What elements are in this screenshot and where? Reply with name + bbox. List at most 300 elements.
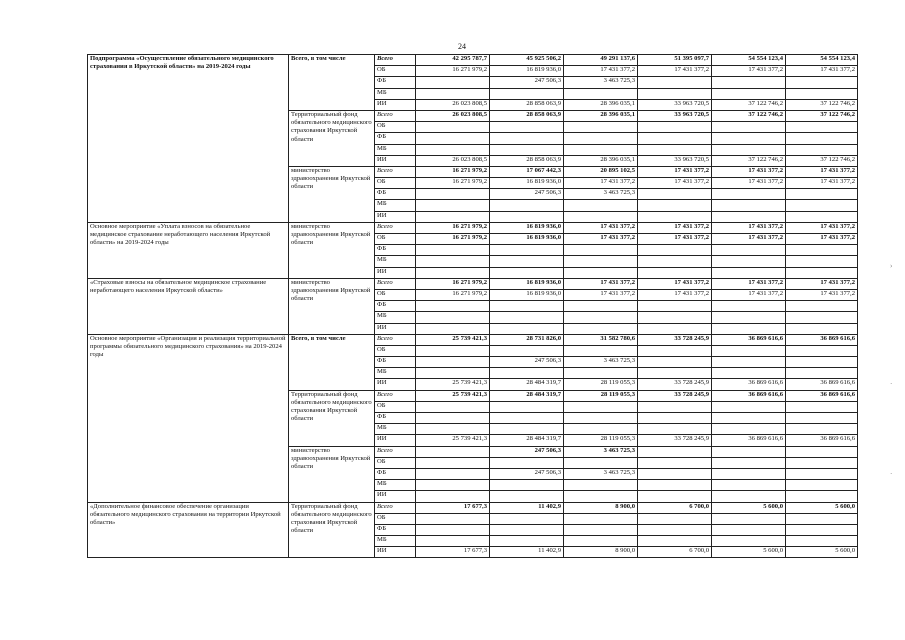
amount-cell: 11 402,9: [490, 547, 564, 558]
amount-cell: [564, 245, 638, 256]
amount-cell: [490, 301, 564, 312]
funding-source-cell: Всего: [375, 446, 416, 457]
amount-cell: [416, 77, 490, 88]
margin-mark: ›: [890, 262, 893, 270]
amount-cell: 3 463 725,3: [564, 468, 638, 479]
table-row: [88, 334, 858, 345]
funding-source-cell: ОБ: [375, 289, 416, 300]
funding-source-cell: Всего: [375, 55, 416, 66]
amount-cell: [416, 446, 490, 457]
amount-cell: [712, 413, 786, 424]
amount-cell: [564, 301, 638, 312]
amount-cell: [638, 345, 712, 356]
amount-cell: [786, 200, 858, 211]
amount-cell: 16 819 936,0: [490, 289, 564, 300]
amount-cell: 20 895 102,5: [564, 166, 638, 177]
amount-cell: 25 739 421,3: [416, 435, 490, 446]
funding-source-cell: ФБ: [375, 77, 416, 88]
table-row: [88, 278, 858, 289]
amount-cell: [490, 122, 564, 133]
amount-cell: [416, 133, 490, 144]
funding-source-cell: МБ: [375, 312, 416, 323]
funding-source-cell: ОБ: [375, 513, 416, 524]
amount-cell: 6 700,0: [638, 502, 712, 513]
executor-cell: Всего, в том числе: [289, 334, 375, 390]
amount-cell: [416, 189, 490, 200]
amount-cell: [638, 368, 712, 379]
amount-cell: [638, 301, 712, 312]
amount-cell: [638, 88, 712, 99]
amount-cell: 17 431 377,2: [712, 289, 786, 300]
funding-source-cell: ФБ: [375, 468, 416, 479]
executor-cell: Территориальный фонд обязательного медицинского страхования Иркутской области: [289, 390, 375, 446]
amount-cell: 6 700,0: [638, 547, 712, 558]
amount-cell: [564, 144, 638, 155]
amount-cell: [638, 524, 712, 535]
funding-source-cell: Всего: [375, 334, 416, 345]
amount-cell: [564, 536, 638, 547]
amount-cell: 36 869 616,6: [712, 390, 786, 401]
amount-cell: 28 396 035,1: [564, 110, 638, 121]
amount-cell: [786, 133, 858, 144]
amount-cell: 37 122 746,2: [712, 155, 786, 166]
amount-cell: [712, 457, 786, 468]
amount-cell: [638, 446, 712, 457]
amount-cell: [416, 211, 490, 222]
amount-cell: [416, 144, 490, 155]
amount-cell: 247 506,3: [490, 189, 564, 200]
amount-cell: 17 431 377,2: [712, 234, 786, 245]
amount-cell: [712, 267, 786, 278]
amount-cell: [638, 211, 712, 222]
amount-cell: 17 431 377,2: [564, 178, 638, 189]
funding-source-cell: ОБ: [375, 345, 416, 356]
amount-cell: [564, 480, 638, 491]
amount-cell: [490, 133, 564, 144]
amount-cell: 17 431 377,2: [786, 289, 858, 300]
amount-cell: 17 431 377,2: [712, 66, 786, 77]
amount-cell: 25 739 421,3: [416, 334, 490, 345]
program-name-cell: «Дополнительное финансовое обеспечение организации обязательного медицинского страхования на территории Иркутской области»: [88, 502, 289, 558]
amount-cell: 17 677,3: [416, 547, 490, 558]
amount-cell: [564, 457, 638, 468]
amount-cell: [786, 513, 858, 524]
amount-cell: [638, 312, 712, 323]
amount-cell: 33 728 245,9: [638, 379, 712, 390]
amount-cell: 33 963 720,5: [638, 99, 712, 110]
amount-cell: [638, 457, 712, 468]
amount-cell: [490, 267, 564, 278]
amount-cell: 16 819 936,0: [490, 222, 564, 233]
program-name-cell: Подпрограмма «Осуществление обязательного медицинского страхования в Иркутской области» на 2019-2024 годы: [88, 55, 289, 223]
amount-cell: [638, 480, 712, 491]
executor-cell: Территориальный фонд обязательного медицинского страхования Иркутской области: [289, 110, 375, 166]
amount-cell: [416, 345, 490, 356]
amount-cell: [416, 245, 490, 256]
amount-cell: 17 431 377,2: [712, 166, 786, 177]
amount-cell: [712, 211, 786, 222]
amount-cell: 26 023 808,5: [416, 110, 490, 121]
amount-cell: 17 431 377,2: [786, 278, 858, 289]
amount-cell: [416, 312, 490, 323]
amount-cell: 33 728 245,9: [638, 435, 712, 446]
funding-source-cell: Всего: [375, 502, 416, 513]
amount-cell: [564, 401, 638, 412]
table-row: [88, 502, 858, 513]
amount-cell: 16 819 936,0: [490, 178, 564, 189]
amount-cell: [786, 323, 858, 334]
amount-cell: 17 431 377,2: [638, 178, 712, 189]
amount-cell: [564, 424, 638, 435]
budget-table: [87, 54, 858, 558]
amount-cell: 17 431 377,2: [564, 234, 638, 245]
amount-cell: [638, 513, 712, 524]
amount-cell: 16 819 936,0: [490, 278, 564, 289]
amount-cell: [712, 144, 786, 155]
amount-cell: [786, 491, 858, 502]
amount-cell: [564, 88, 638, 99]
amount-cell: [712, 345, 786, 356]
amount-cell: 33 963 720,5: [638, 155, 712, 166]
funding-source-cell: Всего: [375, 110, 416, 121]
funding-source-cell: МБ: [375, 144, 416, 155]
amount-cell: [564, 345, 638, 356]
amount-cell: 3 463 725,3: [564, 446, 638, 457]
funding-source-cell: Всего: [375, 222, 416, 233]
amount-cell: 16 819 936,0: [490, 234, 564, 245]
amount-cell: [638, 144, 712, 155]
amount-cell: [786, 536, 858, 547]
amount-cell: 28 484 319,7: [490, 379, 564, 390]
amount-cell: [490, 345, 564, 356]
amount-cell: [490, 312, 564, 323]
amount-cell: [712, 524, 786, 535]
amount-cell: 36 869 616,6: [712, 435, 786, 446]
funding-source-cell: ФБ: [375, 357, 416, 368]
amount-cell: 33 963 720,5: [638, 110, 712, 121]
amount-cell: [416, 524, 490, 535]
amount-cell: [416, 536, 490, 547]
amount-cell: 17 431 377,2: [712, 222, 786, 233]
amount-cell: [712, 491, 786, 502]
funding-source-cell: ОБ: [375, 122, 416, 133]
amount-cell: [416, 256, 490, 267]
funding-source-cell: ИИ: [375, 547, 416, 558]
amount-cell: [564, 413, 638, 424]
executor-cell: министерство здравоохранения Иркутской области: [289, 166, 375, 222]
amount-cell: [416, 200, 490, 211]
amount-cell: [416, 323, 490, 334]
amount-cell: 36 869 616,6: [786, 379, 858, 390]
funding-source-cell: ОБ: [375, 234, 416, 245]
amount-cell: [416, 368, 490, 379]
funding-source-cell: ОБ: [375, 178, 416, 189]
amount-cell: 16 271 979,2: [416, 234, 490, 245]
amount-cell: [638, 189, 712, 200]
amount-cell: [786, 312, 858, 323]
amount-cell: [786, 144, 858, 155]
amount-cell: 28 858 063,9: [490, 110, 564, 121]
amount-cell: [564, 200, 638, 211]
amount-cell: 17 431 377,2: [564, 66, 638, 77]
amount-cell: [712, 88, 786, 99]
amount-cell: [712, 256, 786, 267]
amount-cell: 17 677,3: [416, 502, 490, 513]
amount-cell: [786, 401, 858, 412]
amount-cell: [564, 491, 638, 502]
amount-cell: 5 600,0: [712, 502, 786, 513]
amount-cell: [638, 536, 712, 547]
amount-cell: [416, 122, 490, 133]
amount-cell: [712, 133, 786, 144]
amount-cell: [786, 413, 858, 424]
amount-cell: [786, 368, 858, 379]
amount-cell: 17 431 377,2: [786, 178, 858, 189]
amount-cell: 17 431 377,2: [712, 278, 786, 289]
funding-source-cell: Всего: [375, 390, 416, 401]
amount-cell: 3 463 725,3: [564, 77, 638, 88]
table-row: [88, 222, 858, 233]
funding-source-cell: МБ: [375, 368, 416, 379]
amount-cell: [712, 513, 786, 524]
amount-cell: [638, 267, 712, 278]
amount-cell: 5 600,0: [786, 502, 858, 513]
amount-cell: 8 900,0: [564, 547, 638, 558]
amount-cell: [490, 245, 564, 256]
funding-source-cell: ФБ: [375, 133, 416, 144]
amount-cell: 5 600,0: [786, 547, 858, 558]
funding-source-cell: ОБ: [375, 401, 416, 412]
amount-cell: [490, 144, 564, 155]
amount-cell: [712, 446, 786, 457]
amount-cell: 33 728 245,9: [638, 334, 712, 345]
amount-cell: 25 739 421,3: [416, 379, 490, 390]
amount-cell: 247 506,3: [490, 77, 564, 88]
amount-cell: [786, 301, 858, 312]
amount-cell: [416, 513, 490, 524]
amount-cell: [564, 312, 638, 323]
amount-cell: [638, 245, 712, 256]
amount-cell: 16 271 979,2: [416, 166, 490, 177]
amount-cell: 17 431 377,2: [564, 222, 638, 233]
amount-cell: 8 900,0: [564, 502, 638, 513]
amount-cell: [712, 301, 786, 312]
amount-cell: 17 431 377,2: [638, 222, 712, 233]
amount-cell: [416, 401, 490, 412]
amount-cell: [416, 357, 490, 368]
funding-source-cell: ФБ: [375, 301, 416, 312]
amount-cell: [416, 468, 490, 479]
executor-cell: Всего, в том числе: [289, 55, 375, 111]
amount-cell: 37 122 746,2: [712, 99, 786, 110]
amount-cell: [712, 312, 786, 323]
amount-cell: [490, 256, 564, 267]
amount-cell: 28 396 035,1: [564, 99, 638, 110]
amount-cell: [786, 245, 858, 256]
program-name-cell: Основное мероприятие «Организация и реализация территориальной программы обязательного медицинского страхования» на 2019-2024 годы: [88, 334, 289, 502]
amount-cell: [786, 256, 858, 267]
amount-cell: [490, 513, 564, 524]
amount-cell: [712, 480, 786, 491]
amount-cell: 17 431 377,2: [786, 222, 858, 233]
amount-cell: [416, 491, 490, 502]
amount-cell: 37 122 746,2: [786, 110, 858, 121]
budget-table-body: [88, 55, 858, 558]
amount-cell: [638, 413, 712, 424]
amount-cell: [490, 211, 564, 222]
amount-cell: [638, 424, 712, 435]
amount-cell: [416, 301, 490, 312]
amount-cell: [712, 323, 786, 334]
amount-cell: [416, 457, 490, 468]
funding-source-cell: Всего: [375, 166, 416, 177]
table-row: [88, 55, 858, 66]
amount-cell: [490, 88, 564, 99]
amount-cell: [712, 401, 786, 412]
amount-cell: [564, 122, 638, 133]
funding-source-cell: ОБ: [375, 66, 416, 77]
funding-source-cell: МБ: [375, 536, 416, 547]
funding-source-cell: ИИ: [375, 211, 416, 222]
amount-cell: [786, 468, 858, 479]
amount-cell: 17 431 377,2: [786, 66, 858, 77]
amount-cell: 11 402,9: [490, 502, 564, 513]
amount-cell: [638, 357, 712, 368]
amount-cell: [786, 122, 858, 133]
amount-cell: [490, 368, 564, 379]
amount-cell: [786, 267, 858, 278]
amount-cell: [638, 323, 712, 334]
amount-cell: 54 554 123,4: [786, 55, 858, 66]
program-name-cell: «Страховые взносы на обязательное медицинское страхование неработающего населения Иркутской области»: [88, 278, 289, 334]
amount-cell: [416, 480, 490, 491]
amount-cell: [786, 345, 858, 356]
amount-cell: 28 119 055,3: [564, 435, 638, 446]
amount-cell: 17 431 377,2: [638, 278, 712, 289]
executor-cell: министерство здравоохранения Иркутской области: [289, 446, 375, 502]
funding-source-cell: ФБ: [375, 413, 416, 424]
amount-cell: 33 728 245,9: [638, 390, 712, 401]
amount-cell: [564, 211, 638, 222]
amount-cell: 42 295 787,7: [416, 55, 490, 66]
amount-cell: 54 554 123,4: [712, 55, 786, 66]
amount-cell: [712, 122, 786, 133]
amount-cell: [490, 491, 564, 502]
amount-cell: 17 431 377,2: [712, 178, 786, 189]
amount-cell: 51 395 097,7: [638, 55, 712, 66]
amount-cell: [490, 480, 564, 491]
amount-cell: 26 023 808,5: [416, 155, 490, 166]
amount-cell: 3 463 725,3: [564, 357, 638, 368]
amount-cell: 17 431 377,2: [638, 66, 712, 77]
amount-cell: 37 122 746,2: [712, 110, 786, 121]
amount-cell: [786, 189, 858, 200]
funding-source-cell: Всего: [375, 278, 416, 289]
amount-cell: [490, 424, 564, 435]
executor-cell: министерство здравоохранения Иркутской области: [289, 222, 375, 278]
funding-source-cell: МБ: [375, 480, 416, 491]
amount-cell: 28 396 035,1: [564, 155, 638, 166]
funding-source-cell: МБ: [375, 256, 416, 267]
amount-cell: [490, 413, 564, 424]
margin-mark: ·: [890, 380, 893, 388]
funding-source-cell: ФБ: [375, 189, 416, 200]
amount-cell: [786, 77, 858, 88]
funding-source-cell: ИИ: [375, 323, 416, 334]
amount-cell: [638, 256, 712, 267]
amount-cell: [638, 401, 712, 412]
amount-cell: [416, 267, 490, 278]
amount-cell: 16 271 979,2: [416, 66, 490, 77]
amount-cell: [490, 323, 564, 334]
amount-cell: [786, 88, 858, 99]
page-number: 24: [458, 42, 466, 51]
amount-cell: [786, 457, 858, 468]
funding-source-cell: ИИ: [375, 379, 416, 390]
amount-cell: [712, 77, 786, 88]
funding-source-cell: ФБ: [375, 524, 416, 535]
amount-cell: 16 819 936,0: [490, 66, 564, 77]
amount-cell: 3 463 725,3: [564, 189, 638, 200]
amount-cell: 17 067 442,3: [490, 166, 564, 177]
amount-cell: [490, 200, 564, 211]
amount-cell: 5 600,0: [712, 547, 786, 558]
amount-cell: 17 431 377,2: [564, 278, 638, 289]
amount-cell: 28 484 319,7: [490, 435, 564, 446]
amount-cell: [786, 424, 858, 435]
amount-cell: 37 122 746,2: [786, 155, 858, 166]
amount-cell: 17 431 377,2: [564, 289, 638, 300]
amount-cell: [712, 189, 786, 200]
amount-cell: 28 484 319,7: [490, 390, 564, 401]
amount-cell: [786, 524, 858, 535]
funding-source-cell: МБ: [375, 200, 416, 211]
amount-cell: [638, 122, 712, 133]
amount-cell: 247 506,3: [490, 446, 564, 457]
amount-cell: 17 431 377,2: [786, 234, 858, 245]
amount-cell: 16 271 979,2: [416, 289, 490, 300]
amount-cell: [564, 256, 638, 267]
amount-cell: [564, 323, 638, 334]
amount-cell: 17 431 377,2: [638, 234, 712, 245]
funding-source-cell: ОБ: [375, 457, 416, 468]
amount-cell: 17 431 377,2: [786, 166, 858, 177]
amount-cell: [786, 480, 858, 491]
amount-cell: [712, 357, 786, 368]
amount-cell: [416, 413, 490, 424]
amount-cell: 49 291 137,6: [564, 55, 638, 66]
amount-cell: [712, 200, 786, 211]
amount-cell: 28 119 055,3: [564, 390, 638, 401]
amount-cell: [638, 468, 712, 479]
funding-source-cell: ИИ: [375, 435, 416, 446]
amount-cell: [490, 536, 564, 547]
funding-source-cell: МБ: [375, 88, 416, 99]
amount-cell: [490, 457, 564, 468]
amount-cell: 17 431 377,2: [638, 289, 712, 300]
amount-cell: [564, 368, 638, 379]
program-name-cell: Основное мероприятие «Уплата взносов на обязательное медицинское страхование неработающего населения Иркутской области» на 2019-2024 годы: [88, 222, 289, 278]
amount-cell: 45 925 506,2: [490, 55, 564, 66]
amount-cell: 28 731 826,0: [490, 334, 564, 345]
amount-cell: 36 869 616,6: [786, 390, 858, 401]
amount-cell: [638, 491, 712, 502]
funding-source-cell: ФБ: [375, 245, 416, 256]
amount-cell: [564, 267, 638, 278]
executor-cell: Территориальный фонд обязательного медицинского страхования Иркутской области: [289, 502, 375, 558]
amount-cell: 16 271 979,2: [416, 178, 490, 189]
amount-cell: 28 858 063,9: [490, 99, 564, 110]
